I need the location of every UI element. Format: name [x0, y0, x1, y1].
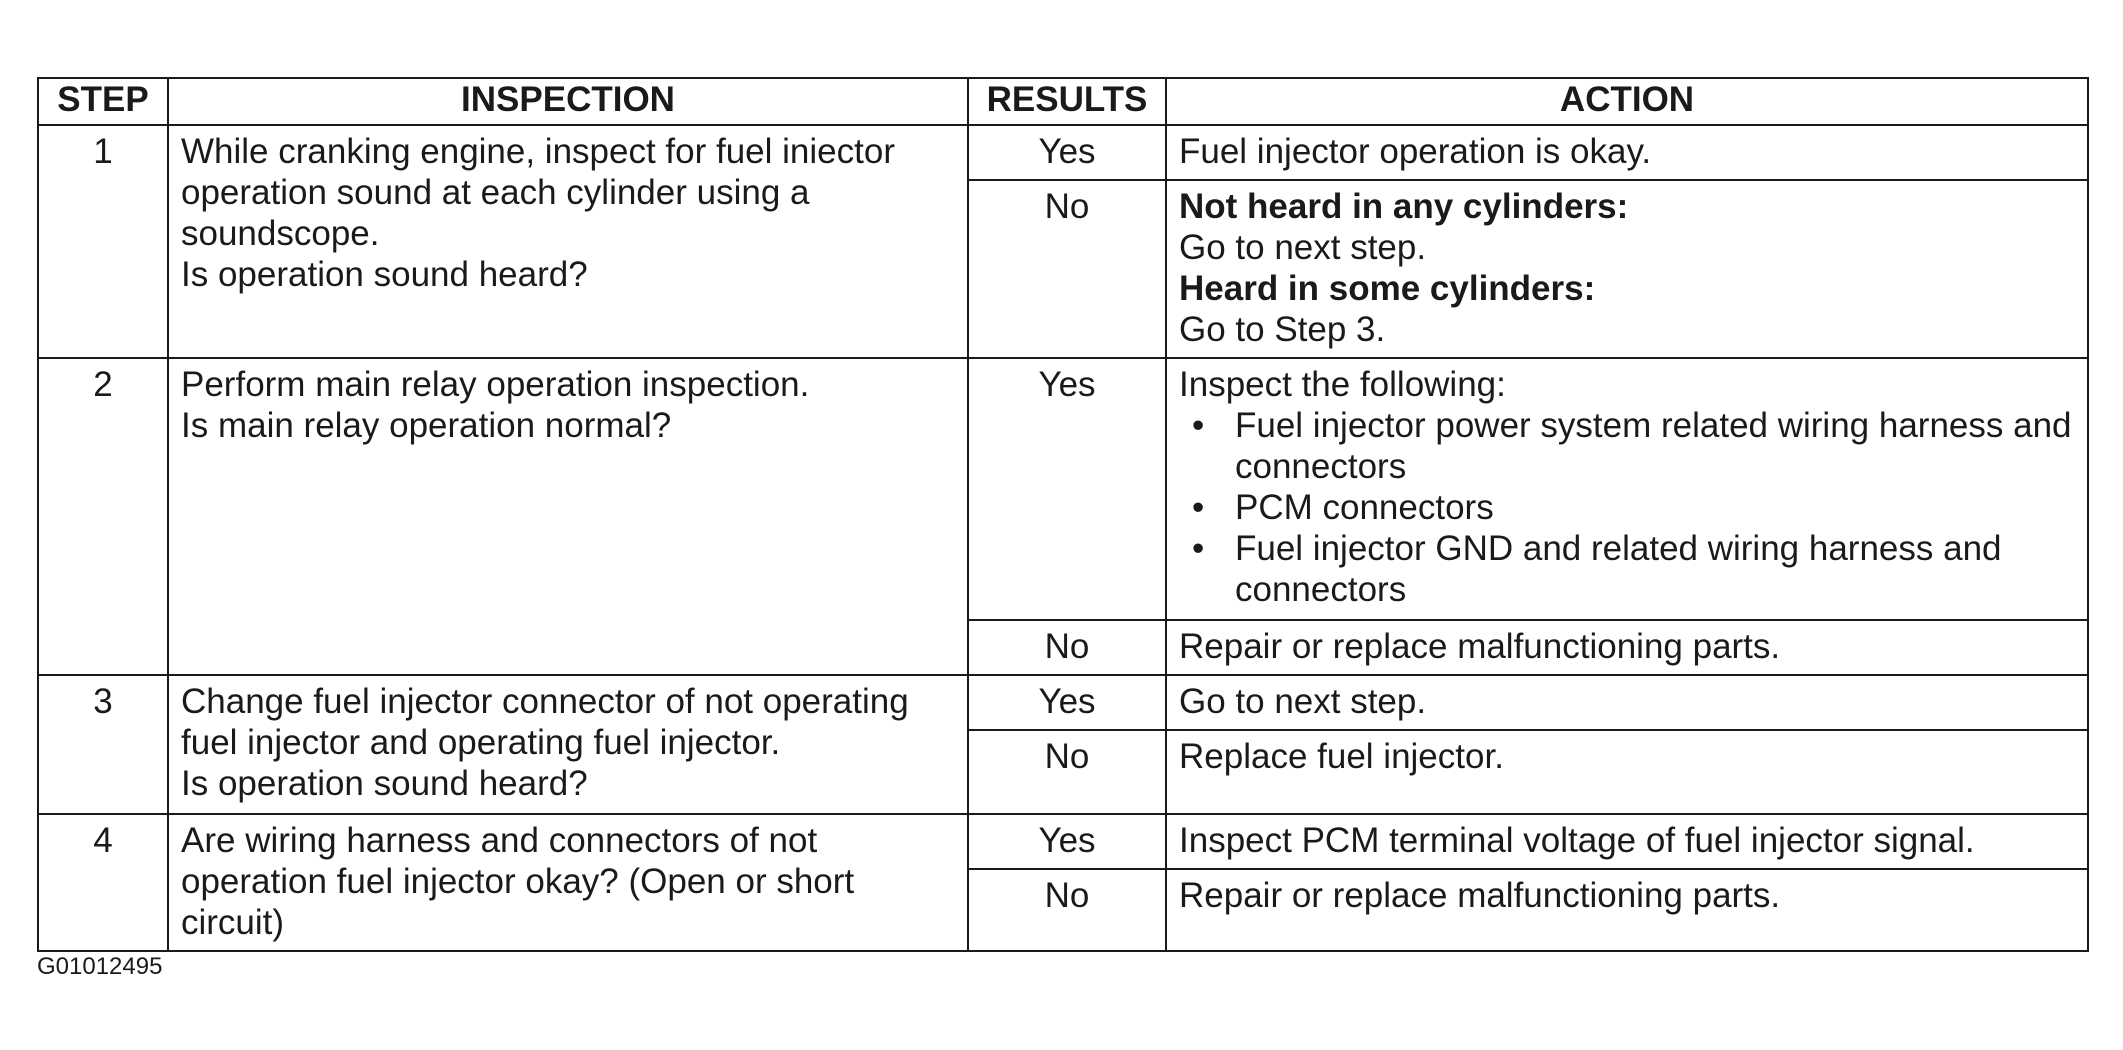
result-value: Yes: [968, 358, 1166, 620]
inspection-line: operation sound at each cylinder using a: [181, 172, 810, 212]
action-column-header: ACTION: [1166, 78, 2088, 125]
inspection-line: Is operation sound heard?: [181, 763, 588, 803]
inspection-line: operation fuel injector okay? (Open or short: [181, 861, 855, 901]
action-line: Go to next step.: [1179, 227, 1427, 267]
inspection-text: [168, 358, 968, 675]
action-line: Go to Step 3.: [1179, 309, 1386, 349]
result-value: No: [968, 730, 1166, 814]
table-row-step-4-yes: [38, 814, 2088, 869]
list-item: • Fuel injector power system related wiring harness and connectors: [1235, 406, 2077, 488]
inspection-text: [168, 125, 968, 358]
step-number: 2: [38, 358, 168, 675]
action-text: Replace fuel injector.: [1166, 730, 2088, 814]
list-item: • PCM connectors: [1235, 488, 2077, 529]
table-row-step-3-yes: [38, 675, 2088, 730]
inspection-line: Is main relay operation normal?: [181, 405, 672, 445]
inspection-line: Change fuel injector connector of not operating: [181, 681, 909, 721]
inspection-line: soundscope.: [181, 213, 380, 253]
inspection-line: Are wiring harness and connectors of not: [181, 820, 818, 860]
action-text: [1166, 358, 2088, 620]
action-intro: Inspect the following:: [1179, 364, 1506, 404]
results-column-header: RESULTS: [968, 78, 1166, 125]
inspection-line: fuel injector and operating fuel injector.: [181, 722, 781, 762]
inspection-line: While cranking engine, inspect for fuel iniector: [181, 131, 895, 171]
action-heading: Not heard in any cylinders:: [1179, 186, 1629, 226]
inspection-bullet-list: [1179, 406, 2077, 611]
inspection-line: circuit): [181, 902, 285, 942]
header-row: [38, 78, 2088, 125]
action-text: Repair or replace malfunctioning parts.: [1166, 620, 2088, 675]
table-row-step-1-yes: [38, 125, 2088, 180]
result-value: No: [968, 180, 1166, 358]
step-number: 3: [38, 675, 168, 814]
action-text: Go to next step.: [1166, 675, 2088, 730]
step-number: 1: [38, 125, 168, 358]
result-value: Yes: [968, 125, 1166, 180]
result-value: No: [968, 869, 1166, 951]
result-value: Yes: [968, 675, 1166, 730]
inspection-line: Perform main relay operation inspection.: [181, 364, 810, 404]
step-column-header: STEP: [38, 78, 168, 125]
list-item: • Fuel injector GND and related wiring harness and connectors: [1235, 529, 2077, 611]
action-text: [1166, 180, 2088, 358]
table-row-step-2-yes: [38, 358, 2088, 620]
action-text: Repair or replace malfunctioning parts.: [1166, 869, 2088, 951]
inspection-line: Is operation sound heard?: [181, 254, 588, 294]
inspection-text: [168, 814, 968, 951]
figure-code: G01012495: [37, 953, 163, 980]
result-value: Yes: [968, 814, 1166, 869]
diagnostic-procedure-table: [37, 77, 2089, 952]
step-number: 4: [38, 814, 168, 951]
inspection-text: [168, 675, 968, 814]
action-text: Inspect PCM terminal voltage of fuel injector signal.: [1166, 814, 2088, 869]
action-heading: Heard in some cylinders:: [1179, 268, 1596, 308]
result-value: No: [968, 620, 1166, 675]
inspection-column-header: INSPECTION: [168, 78, 968, 125]
action-text: Fuel injector operation is okay.: [1166, 125, 2088, 180]
